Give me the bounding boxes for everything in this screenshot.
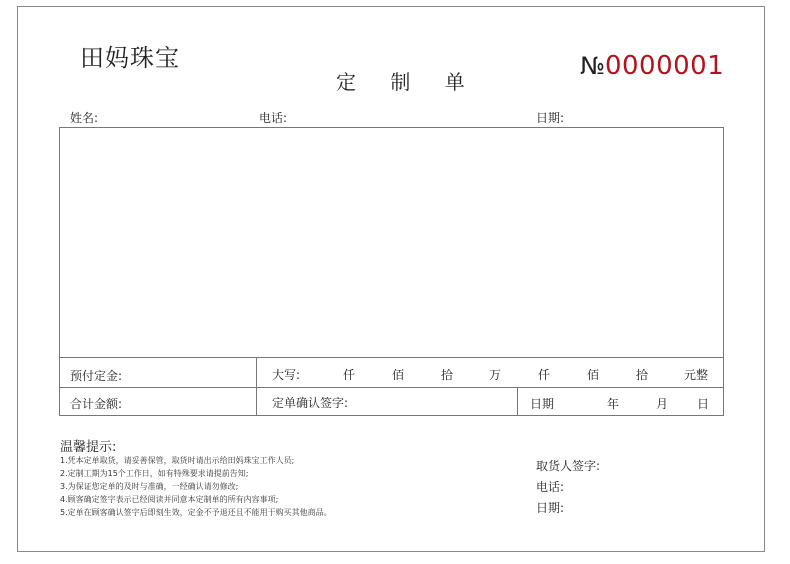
serial-digits: 0000001	[604, 51, 725, 81]
amount-table	[59, 358, 724, 416]
unit-yuan: 元整	[684, 368, 709, 382]
unit-bai-2: 佰	[587, 368, 600, 382]
pickup-signature-label: 取货人签字:	[536, 459, 601, 473]
note-item: 3.为保证您定单的及时与准确，一经确认请勿修改;	[60, 482, 239, 491]
name-label: 姓名:	[70, 111, 99, 125]
serial-prefix: №	[580, 52, 605, 80]
note-item: 4.顾客确定签字表示已经阅读并同意本定制单的所有内容事项;	[60, 495, 279, 504]
month-label: 月	[656, 397, 669, 411]
table-date-divider	[517, 387, 518, 415]
unit-qian-2: 仟	[538, 368, 551, 382]
total-label: 合计金额:	[70, 397, 123, 411]
unit-shi-2: 拾	[636, 368, 649, 382]
table-column-divider	[256, 358, 257, 415]
unit-bai-1: 佰	[392, 368, 405, 382]
date-label: 日期:	[536, 111, 565, 125]
note-item: 2.定制工期为15个工作日，如有特殊要求请提前告知;	[60, 469, 249, 478]
order-details-box[interactable]	[59, 127, 724, 358]
table-divider	[60, 387, 723, 388]
brand-name: 田妈珠宝	[80, 44, 180, 72]
deposit-label: 预付定金:	[70, 369, 123, 383]
unit-shi-1: 拾	[441, 368, 454, 382]
table-date-label: 日期	[530, 397, 555, 411]
form-title: 定 制 单	[336, 70, 479, 94]
confirm-signature-label: 定单确认签字:	[272, 396, 349, 410]
unit-wan: 万	[489, 368, 502, 382]
note-item: 1.凭本定单取货，请妥善保管，取货时请出示给田妈珠宝工作人员;	[60, 456, 295, 465]
pickup-date-label: 日期:	[536, 501, 565, 515]
year-label: 年	[607, 397, 620, 411]
day-label: 日	[697, 397, 710, 411]
uppercase-label: 大写:	[272, 368, 301, 382]
note-item: 5.定单在顾客确认签字后即刻生效，定金不予退还且不能用于购买其他商品。	[60, 508, 332, 517]
unit-qian-1: 仟	[343, 368, 356, 382]
phone-label: 电话:	[259, 111, 288, 125]
notes-title: 温馨提示:	[60, 440, 117, 455]
serial-number	[580, 51, 724, 81]
pickup-phone-label: 电话:	[536, 480, 565, 494]
